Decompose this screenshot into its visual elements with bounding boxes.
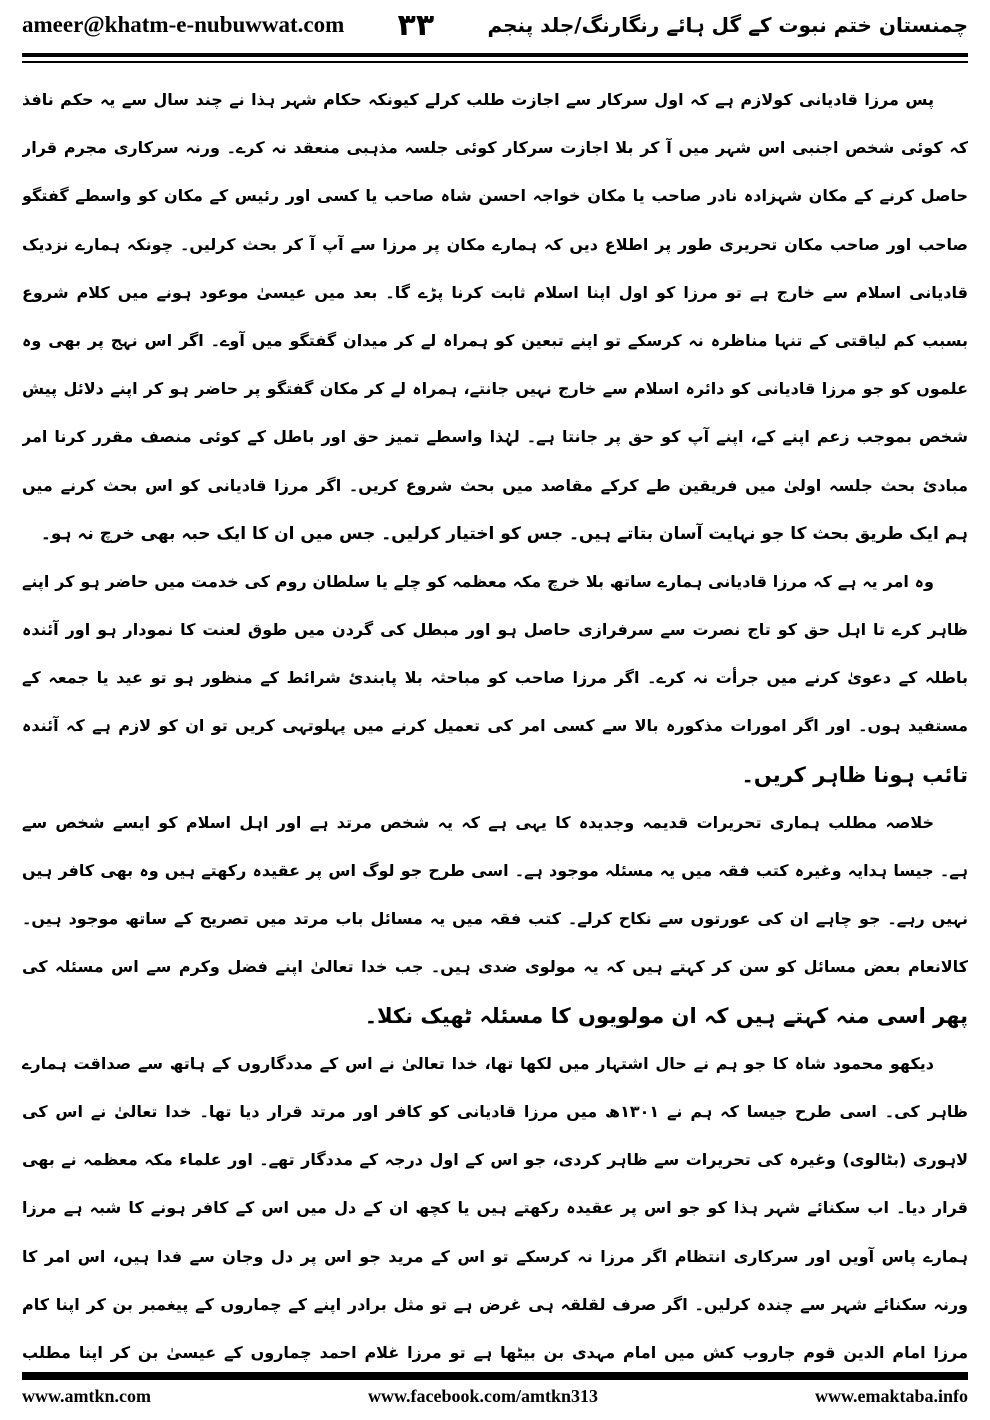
text-line: ہم ایک طریق بحث کا جو نہایت آسان بتاتے ہیں۔ جس کو اختیار کرلیں۔ جس میں ان کا ایک حبہ بھی خرچ نہ ہو۔ <box>40 523 968 544</box>
text-line: لاہوری (بٹالوی) وغیرہ کی تحریرات سے ظاہر کردی، جو اس کے اول درجہ کے مددگار تھے۔ اور علماء مکہ معظمہ نے بھی <box>22 1150 968 1170</box>
page-header <box>22 0 968 50</box>
text-line: صاحب اور صاحب مکان تحریری طور پر اطلاع دیں کہ ہمارے مکان پر مرزا سے آپ آ کر بحث کرلیں۔ چونکہ ہمارے نزدیک <box>22 234 968 254</box>
text-line: شخص بموجب زعم اپنے کے، اپنے آپ کو حق پر جانتا ہے۔ لہٰذا واسطے تمیز حق اور باطل کے کوئی منصف مقرر کرنا امر <box>22 427 968 447</box>
text-line: پس مرزا قادیانی کولازم ہے کہ اول سرکار سے اجازت طلب کرلے کیونکہ حکام شہر ہذا نے چند سال سے یہ حکم نافذ <box>22 90 934 109</box>
text-line: حاصل کرنے کے مکان شہزادہ نادر صاحب یا مکان خواجہ احسن شاہ صاحب یا کسی اور رئیس کے مکان کو واسطے گفتگو <box>22 186 968 206</box>
footer-link-left[interactable]: www.amtkn.com <box>22 1386 151 1406</box>
book-title: چمنستان ختم نبوت کے گل ہائے رنگارنگ/جلد پنجم <box>487 13 968 37</box>
header-rule-thick <box>22 53 968 57</box>
text-line: علموں کو جو مرزا قادیانی کو دائرہ اسلام سے خارج نہیں جانتے، ہمراہ لے کر مکان گفتگو پر حاضر ہو کر اپنے دلائل پیش <box>22 379 968 399</box>
text-line: کالانعام بعض مسائل کو سن کر کہتے ہیں کہ یہ مولوی ضدی ہیں۔ جب خدا تعالیٰ اپنے فضل وکرم سے اس مسئلہ کی <box>22 957 968 977</box>
text-line: قرار دیا۔ اب سکنائے شہر ہذا کو جو اس پر عقیدہ رکھتے ہیں یا کچھ ان کے دل میں اس کے کافر ہونے کا شبہ ہے مرزا <box>22 1198 968 1218</box>
text-line: باطلہ کے دعویٰ کرنے میں جرأت نہ کرے۔ اگر مرزا صاحب کو مباحثہ بلا پابندیٔ شرائط کے منظور ہو تو عید یا جمعہ کے <box>22 668 968 688</box>
text-line: خلاصہ مطلب ہماری تحریرات قدیمہ وجدیدہ کا یہی ہے کہ یہ شخص مرتد ہے اور اہل اسلام کو ایسے شخص سے <box>22 812 934 832</box>
text-line: ہمارے پاس آویں اور سرکاری انتظام اگر مرزا نہ کرسکے تو اس کے مرید جو اس پر دل وجان سے فدا ہیں، اس امر کا <box>22 1246 968 1266</box>
text-line: قادیانی اسلام سے خارج ہے تو مرزا کو اول اپنا اسلام ثابت کرنا پڑے گا۔ بعد میں عیسیٰ موعود ہونے میں کلام شروع <box>22 282 968 302</box>
text-line: نہیں رہے۔ جو چاہے ان کی عورتوں سے نکاح کرلے۔ کتب فقہ میں یہ مسائل باب مرتد میں تصریح کے ساتھ موجود ہیں۔ <box>22 909 968 929</box>
header-rule-thin <box>22 61 968 63</box>
text-line: تائب ہونا ظاہر کریں۔ <box>741 762 968 787</box>
text-line: مرزا امام الدین قوم جاروب کش میں امام مہدی بن بیٹھا ہے تو مرزا غلام احمد چماروں کے عیسیٰ بن کر اپنا مطلب <box>22 1342 968 1362</box>
footer-link-right[interactable]: www.emaktaba.info <box>814 1386 968 1406</box>
text-line: مبادیٔ بحث جلسہ اولیٰ میں فریقین طے کرکے مقاصد میں بحث شروع کریں۔ اگر مرزا قادیانی کو اس بحث کرنے میں <box>22 475 968 495</box>
text-line: بسبب کم لیاقتی کے تنہا مناظرہ نہ کرسکے تو اپنے تبعین کو ہمراہ لے کر میدان گفتگو میں آوے۔ اگر اس نہج پر بھی وہ <box>22 330 968 350</box>
footer-rule <box>22 1372 968 1380</box>
text-line: ظاہر کرے تا اہل حق کو تاج نصرت سے سرفرازی حاصل ہو اور مبطل کی گردن میں طوق لعنت کا نمودار ہو اور آئندہ <box>22 620 968 640</box>
page-number: ۳۳ <box>397 7 435 43</box>
header-email: ameer@khatm-e-nubuwwat.com <box>22 12 345 37</box>
text-line: مستفید ہوں۔ اور اگر امورات مذکورہ بالا سے کسی امر کی تعمیل کرنے میں پہلوتہی کریں تو ان کو لازم ہے کہ آئندہ <box>22 716 968 736</box>
page-body-text <box>22 78 968 1379</box>
text-line: کہ کوئی شخص اجنبی اس شہر میں آ کر بلا اجازت سرکار کوئی جلسہ مذہبی منعقد نہ کرے۔ ورنہ سرکاری مجرم قرار <box>22 138 968 158</box>
text-line: وہ امر یہ ہے کہ مرزا قادیانی ہمارے ساتھ بلا خرچ مکہ معظمہ کو چلے یا سلطان روم کی خدمت میں حاضر ہو کر اپنے <box>22 571 934 591</box>
text-line: دیکھو محمود شاہ کا جو ہم نے حال اشتہار میں لکھا تھا، خدا تعالیٰ نے اس کے مددگاروں کے ہاتھ سے صداقت ہمارے <box>22 1053 934 1073</box>
text-line: ہے۔ جیسا ہدایہ وغیرہ کتب فقہ میں یہ مسئلہ موجود ہے۔ اسی طرح جو لوگ اس پر عقیدہ رکھتے ہیں وہ بھی کافر ہیں <box>22 861 968 880</box>
page-footer <box>22 1386 968 1407</box>
text-line: ظاہر کی۔ اسی طرح جیسا کہ ہم نے ۱۳۰۱ھ میں مرزا قادیانی کو کافر اور مرتد قرار دیا تھا۔ خدا تعالیٰ نے اس کی <box>22 1101 968 1121</box>
text-line: پھر اسی منہ کہتے ہیں کہ ان مولویوں کا مسئلہ ٹھیک نکلا۔ <box>364 1003 968 1028</box>
text-line: ورنہ سکنائے شہر سے چندہ کرلیں۔ اگر صرف لقلقہ ہی غرض ہے تو مثل برادر اپنے کے چماروں کے پیغمبر بن کر اپنا کام <box>22 1294 968 1314</box>
footer-link-center[interactable]: www.facebook.com/amtkn313 <box>367 1386 598 1406</box>
